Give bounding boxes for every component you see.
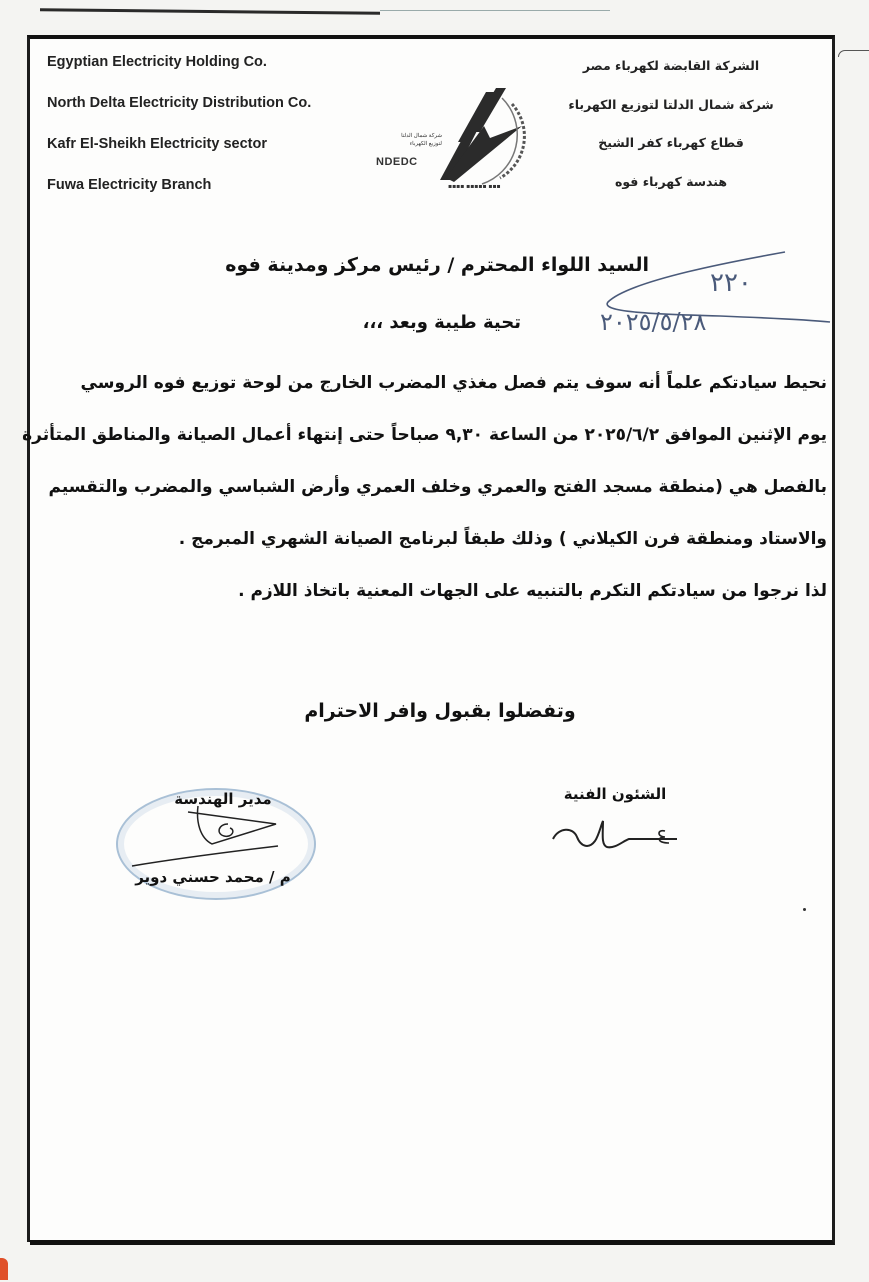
letterhead-ar-line: شركة شمال الدلتا لتوزيع الكهرباء — [568, 96, 774, 112]
logo-caption-line: شركة شمال الدلتا — [401, 133, 442, 139]
logo-abbreviation: NDEDC — [376, 156, 418, 168]
greeting-line: تحية طيبة وبعد ،،، — [362, 312, 521, 333]
document-border-frame — [22, 35, 835, 1245]
svg-text:▪▪▪▪ ▪▪▪▪▪ ▪▪▪: ▪▪▪▪ ▪▪▪▪▪ ▪▪▪ — [448, 183, 501, 190]
letterhead-ar-line: الشركة القابضة لكهرباء مصر — [582, 58, 760, 73]
signature-engineering-manager — [108, 780, 328, 910]
letterhead-ar-line: قطاع كهرباء كفر الشيخ — [598, 135, 744, 150]
scan-edge-top — [40, 0, 380, 15]
letterhead-en-line: Egyptian Electricity Holding Co. — [47, 54, 267, 70]
company-logo — [362, 82, 552, 192]
addressee-line: السيد اللواء المحترم / رئيس مركز ومدينة فوه — [225, 254, 649, 276]
handwritten-signature-icon — [545, 811, 685, 856]
corner-fold-mark — [838, 50, 869, 57]
frame-gap — [24, 1242, 30, 1282]
scan-edge-top-faint — [380, 2, 610, 11]
signature-title: الشئون الفنية — [563, 785, 667, 803]
signature-title: مدير الهندسة — [174, 790, 272, 808]
letterhead-en-line: North Delta Electricity Distribution Co. — [47, 95, 312, 111]
letterhead-en-line: Fuwa Electricity Branch — [47, 177, 212, 193]
body-line: والاستاد ومنطقة فرن الكيلاني ) وذلك طبقاً لبرنامج الصيانة الشهري المبرمج . — [178, 529, 827, 549]
body-line: بالفصل هي (منطقة مسجد الفتح والعمري وخلف العمري وأرض الشباسي والمضرب والتقسيم — [48, 477, 827, 497]
logo-arabic-caption — [362, 132, 442, 148]
handwritten-number: ٢٢٠ — [710, 268, 752, 298]
handwritten-signature-icon — [128, 804, 298, 874]
signatory-name: م / محمد حسني دوير — [135, 868, 291, 886]
scan-speck — [803, 908, 806, 911]
scan-edge-red-mark — [0, 1258, 8, 1280]
body-line: يوم الإثنين الموافق ٢٠٢٥/٦/٢ من الساعة ٩,٣٠ صباحاً حتى إنتهاء أعمال الصيانة والمناطق المتأثرة — [22, 425, 827, 445]
letterhead-ar-line: هندسة كهرباء فوه — [614, 173, 728, 189]
signature-technical-affairs — [540, 785, 690, 856]
letterhead-arabic — [541, 56, 801, 210]
handwritten-date: ٢٠٢٥/٥/٢٨ — [600, 308, 707, 336]
letterhead-en-line: Kafr El-Sheikh Electricity sector — [47, 136, 267, 152]
logo-caption-line: لتوزيع الكهرباء — [409, 141, 442, 147]
body-line: لذا نرجوا من سيادتكم التكرم بالتنبيه على الجهات المعنية باتخاذ اللازم . — [238, 581, 827, 601]
body-line: نحيط سيادتكم علماً أنه سوف يتم فصل مغذي المضرب الخارج من لوحة توزيع فوه الروسي — [80, 373, 827, 393]
closing-line: وتفضلوا بقبول وافر الاحترام — [304, 700, 576, 722]
letter-body — [22, 368, 827, 628]
letterhead-english — [47, 52, 367, 216]
